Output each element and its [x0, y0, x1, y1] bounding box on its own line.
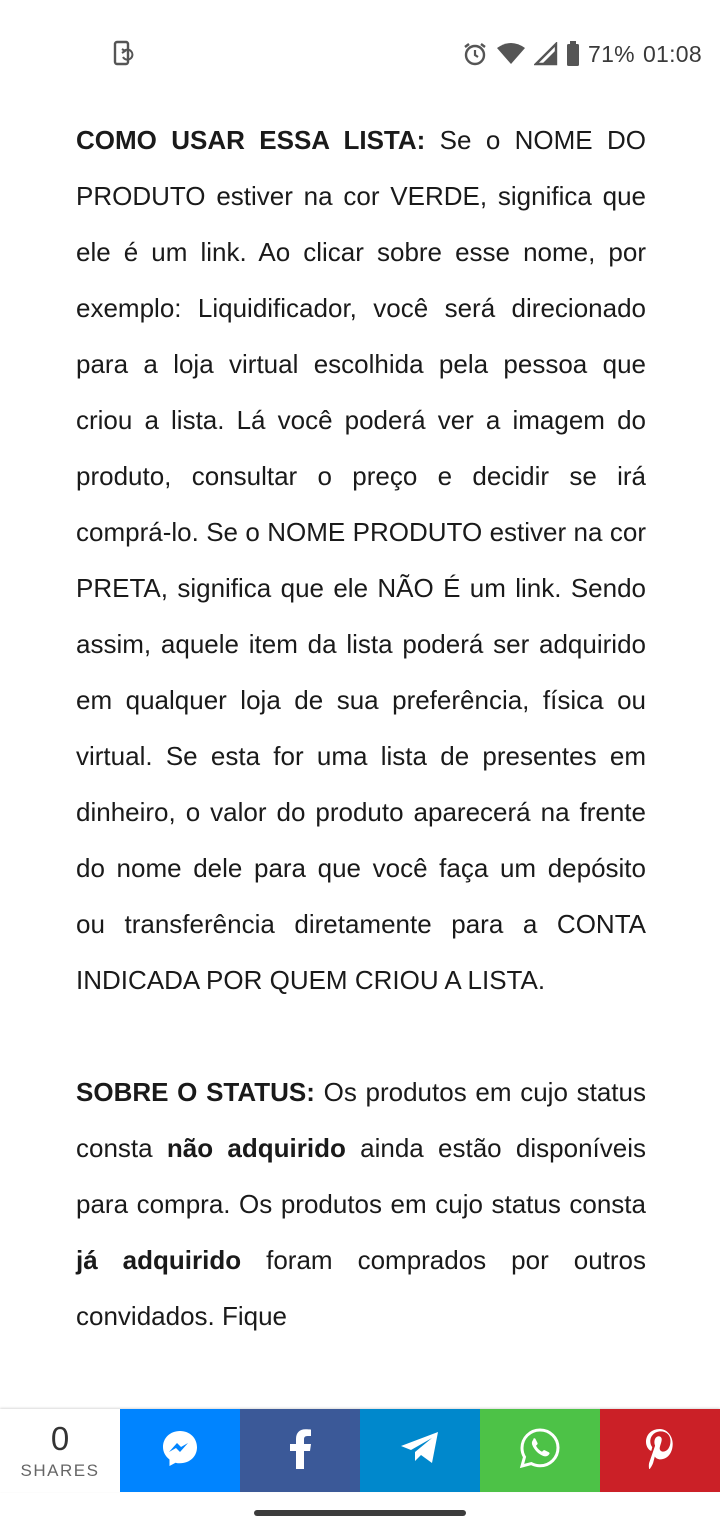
- status-heading: SOBRE O STATUS:: [76, 1077, 315, 1107]
- share-bar: [0, 1409, 720, 1492]
- gesture-nav-handle[interactable]: [254, 1510, 466, 1516]
- share-count-number: 0: [50, 1419, 70, 1457]
- status-paragraph: [76, 1064, 646, 1344]
- status-icons: [462, 38, 702, 70]
- battery-percent: 71%: [588, 40, 635, 67]
- pinterest-icon: [643, 1427, 677, 1474]
- clock: 01:08: [642, 40, 702, 67]
- alarm-icon: [462, 41, 488, 67]
- facebook-icon: [286, 1427, 314, 1474]
- how-to-use-heading: COMO USAR ESSA LISTA:: [76, 125, 426, 155]
- signal-icon: [534, 42, 558, 66]
- status-acquired: já adquirido: [76, 1245, 242, 1275]
- battery-icon: [566, 41, 580, 67]
- wifi-icon: [496, 42, 526, 66]
- telegram-icon: [399, 1430, 441, 1471]
- screen-rotate-icon: [110, 40, 136, 68]
- status-text-1: Os produtos em cujo status consta: [76, 1077, 646, 1163]
- how-to-use-text: Se o NOME DO PRODUTO estiver na cor VERDE, significa que ele é um link. Ao clicar sobre esse nome, por exemplo: Liquidificador, você será direcionado para a loja virtual escolhida pela pessoa que criou a lista. Lá você poderá ver a imagem do produto, consultar o preço e decidir se irá comprá-lo. Se o NOME PRODUTO estiver na cor PRETA, significa que ele NÃO É um link. Sendo assim, aquele item da lista poderá ser adquirido em qualquer loja de sua preferência, física ou virtual. Se esta for uma lista de presentes em dinheiro, o valor do produto aparecerá na frente do nome dele para que você faça um depósito ou transferência diretamente para a CONTA INDICADA POR QUEM CRIOU A LISTA.: [76, 125, 646, 995]
- article-content: [76, 112, 646, 1344]
- how-to-use-paragraph: [76, 112, 646, 1008]
- messenger-share-button[interactable]: [120, 1409, 240, 1492]
- telegram-share-button[interactable]: [360, 1409, 480, 1492]
- share-count-label: SHARES: [20, 1460, 100, 1480]
- messenger-icon: [160, 1428, 200, 1473]
- status-bar: [0, 0, 720, 104]
- pinterest-share-button[interactable]: [600, 1409, 720, 1492]
- share-count: [0, 1409, 120, 1492]
- whatsapp-share-button[interactable]: [480, 1409, 600, 1492]
- status-not-acquired: não adquirido: [166, 1133, 346, 1163]
- status-text-3: foram comprados por outros convidados. Fique: [76, 1245, 647, 1331]
- status-text-2: ainda estão disponíveis para compra. Os produtos em cujo status consta: [76, 1133, 646, 1219]
- facebook-share-button[interactable]: [240, 1409, 360, 1492]
- whatsapp-icon: [519, 1427, 561, 1474]
